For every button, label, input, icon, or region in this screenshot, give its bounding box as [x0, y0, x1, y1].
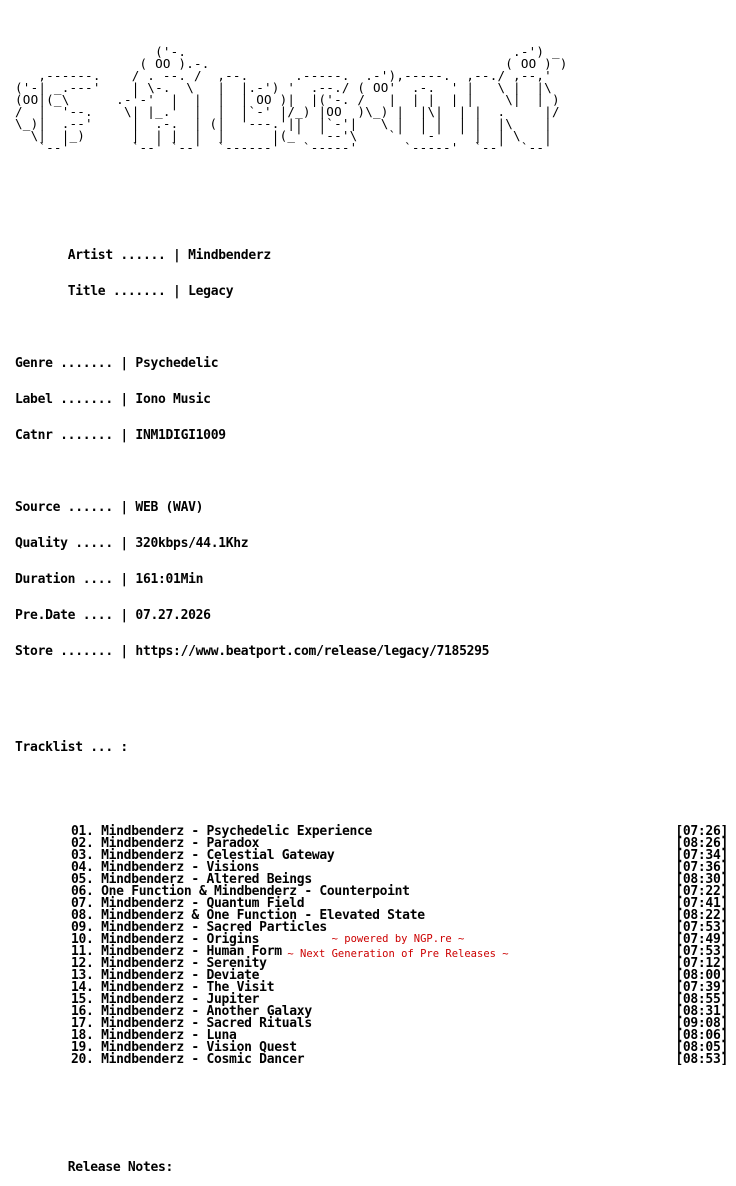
track-row	[15, 994, 728, 1006]
track-title: 07. Mindbenderz - Quantum Field	[71, 896, 305, 911]
track-title: 15. Mindbenderz - Jupiter	[71, 992, 260, 1007]
footer-powered-by: ~ powered by NGP.re ~	[331, 933, 465, 945]
ascii-logo: ('-. .-') _ ( OO ).-. ( OO ) ) ,------. / . --. / ,--. .-----. .-'),-----. ,--./ ,--,' ('-| _.---' | \-. \ | |.-') ' .--./ ( OO' .-. ' | \ | |\ (OO|(_\ .-'-' | | | | OO )| |('-. / | | | | | \| | ) / | '--. \| |_.' | | |`-' |/_) |OO )\_) | |\| | | . |/ \_)| .--' | .-. | (| '---.'|| |`-'| \ | | | | | |\ | \| |_) | | | | | |(_' '--'\ `' '-' ' | | \ | `--' `--' `--' `------' `-----' `-----' `--' `--'	[15, 44, 568, 155]
duration-line: Duration .... | 161:01Min	[15, 572, 204, 587]
track-duration: [08:05]	[675, 1040, 728, 1055]
track-title: 06. One Function & Mindbenderz - Counterpoint	[71, 884, 410, 899]
catnr-line: Catnr ....... | INM1DIGI1009	[15, 428, 226, 443]
track-title: 11. Mindbenderz - Human Form	[71, 944, 282, 959]
track-title: 04. Mindbenderz - Visions	[71, 860, 260, 875]
track-row	[15, 1006, 728, 1018]
track-duration: [07:22]	[675, 884, 728, 899]
quality-line: Quality ..... | 320kbps/44.1Khz	[15, 536, 249, 551]
track-duration: [07:53]	[675, 920, 728, 935]
track-duration: [07:49]	[675, 932, 728, 947]
track-row	[15, 1042, 728, 1054]
footer-tagline: ~ Next Generation of Pre Releases ~	[287, 948, 509, 960]
track-duration: [07:26]	[675, 824, 728, 839]
track-title: 02. Mindbenderz - Paradox	[71, 836, 260, 851]
track-title: 10. Mindbenderz - Origins	[71, 932, 260, 947]
track-duration: [08:06]	[675, 1028, 728, 1043]
track-duration: [08:31]	[675, 1004, 728, 1019]
track-row	[15, 1054, 728, 1066]
track-duration: [08:55]	[675, 992, 728, 1007]
footer	[0, 932, 736, 962]
track-title: 17. Mindbenderz - Sacred Rituals	[71, 1016, 312, 1031]
release-notes-heading: Release Notes:	[67, 1160, 174, 1175]
track-duration: [08:30]	[675, 872, 728, 887]
track-title: 03. Mindbenderz - Celestial Gateway	[71, 848, 335, 863]
track-duration: [07:12]	[675, 956, 728, 971]
track-title: 20. Mindbenderz - Cosmic Dancer	[71, 1052, 305, 1067]
predate-line: Pre.Date .... | 07.27.2026	[15, 608, 211, 623]
track-duration: [07:41]	[675, 896, 728, 911]
track-duration: [07:36]	[675, 860, 728, 875]
track-title: 12. Mindbenderz - Serenity	[71, 956, 267, 971]
track-title: 05. Mindbenderz - Altered Beings	[71, 872, 312, 887]
artist-line: Artist ...... | Mindbenderz	[67, 248, 271, 263]
track-title: 09. Mindbenderz - Sacred Particles	[71, 920, 327, 935]
label-line: Label ....... | Iono Music	[15, 392, 211, 407]
track-row	[15, 1018, 728, 1030]
track-duration: [08:22]	[675, 908, 728, 923]
track-duration: [07:39]	[675, 980, 728, 995]
track-row	[15, 1030, 728, 1042]
genre-line: Genre ....... | Psychedelic	[15, 356, 219, 371]
track-title: 14. Mindbenderz - The Visit	[71, 980, 275, 995]
nfo-document	[15, 22, 728, 1186]
track-duration: [08:53]	[675, 1052, 728, 1067]
title-line: Title ....... | Legacy	[67, 284, 234, 299]
track-title: 13. Mindbenderz - Deviate	[71, 968, 260, 983]
store-line: Store ....... | https://www.beatport.com/release/legacy/7185295	[15, 644, 490, 659]
track-duration: [08:26]	[675, 836, 728, 851]
track-duration: [07:34]	[675, 848, 728, 863]
track-title: 01. Mindbenderz - Psychedelic Experience	[71, 824, 373, 839]
tracklist-heading: Tracklist ... :	[15, 740, 128, 755]
track-title: 08. Mindbenderz & One Function - Elevated State	[71, 908, 425, 923]
track-duration: [07:53]	[675, 944, 728, 959]
track-title: 19. Mindbenderz - Vision Quest	[71, 1040, 297, 1055]
source-line: Source ...... | WEB (WAV)	[15, 500, 204, 515]
track-duration: [08:00]	[675, 968, 728, 983]
track-title: 16. Mindbenderz - Another Galaxy	[71, 1004, 312, 1019]
track-duration: [09:08]	[675, 1016, 728, 1031]
track-title: 18. Mindbenderz - Luna	[71, 1028, 237, 1043]
